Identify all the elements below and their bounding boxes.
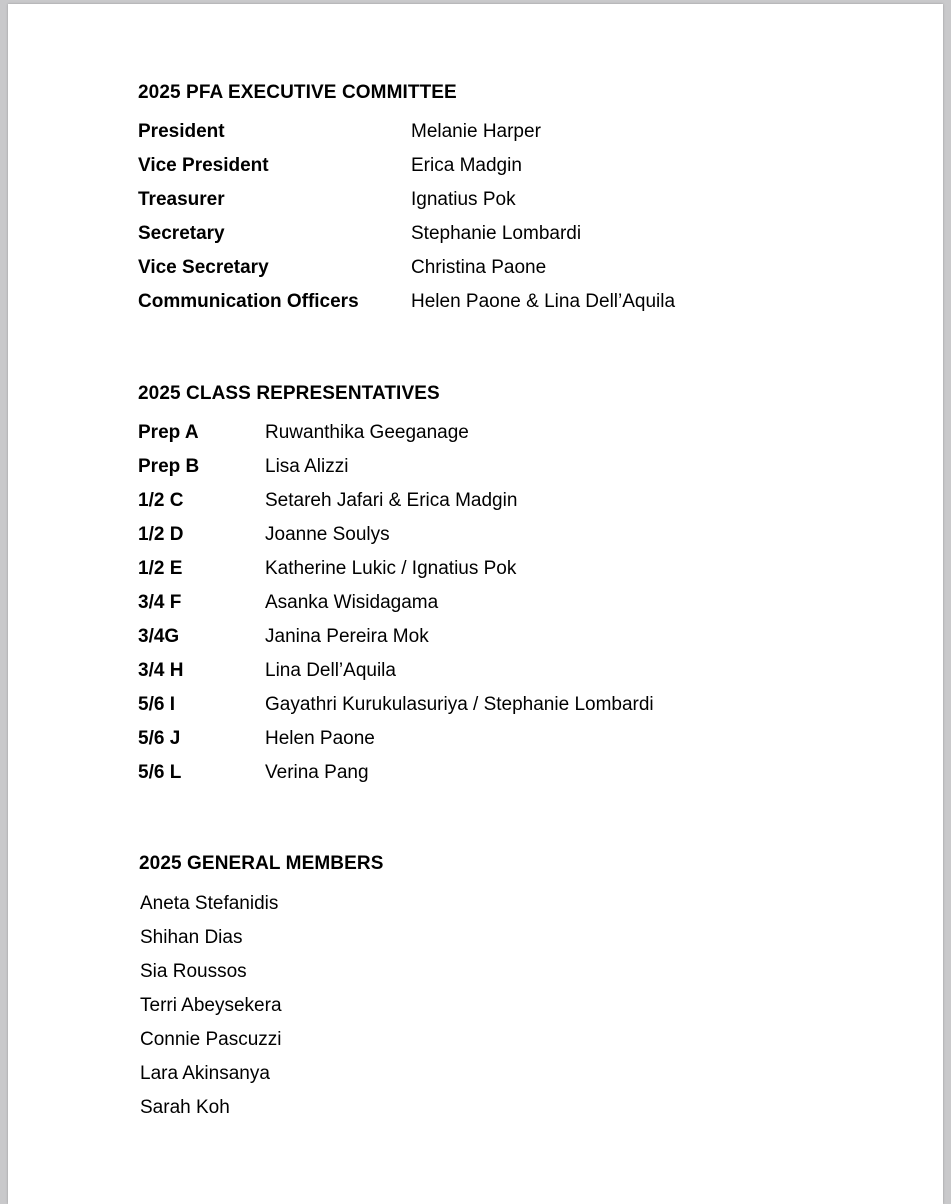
executive-role: Vice Secretary — [138, 257, 269, 278]
general-member: Shihan Dias — [140, 927, 243, 948]
executive-role: Communication Officers — [138, 291, 359, 312]
class-rep-name: Lina Dell’Aquila — [265, 660, 396, 681]
class-rep-row — [138, 518, 654, 552]
class-rep-row — [138, 484, 654, 518]
executive-row — [138, 149, 675, 183]
class-rep-name: Verina Pang — [265, 762, 369, 783]
executive-row — [138, 115, 675, 149]
class-label: 1/2 D — [138, 524, 184, 545]
class-rep-row — [138, 416, 654, 450]
executive-name: Erica Madgin — [411, 155, 522, 176]
class-rep-name: Asanka Wisidagama — [265, 592, 439, 613]
class-rep-name: Katherine Lukic / Ignatius Pok — [265, 558, 517, 579]
general-member: Connie Pascuzzi — [140, 1029, 282, 1050]
general-members-heading: 2025 GENERAL MEMBERS — [139, 853, 384, 874]
executive-role: Treasurer — [138, 189, 225, 210]
class-rep-row — [138, 654, 654, 688]
class-label: 5/6 I — [138, 694, 175, 715]
class-label: 3/4 H — [138, 660, 184, 681]
general-member: Sia Roussos — [140, 961, 247, 982]
class-label: Prep B — [138, 456, 200, 477]
general-member: Terri Abeysekera — [140, 995, 282, 1016]
executive-name: Stephanie Lombardi — [411, 223, 582, 244]
class-label: 3/4 F — [138, 592, 182, 613]
class-rep-name: Ruwanthika Geeganage — [265, 422, 469, 443]
class-rep-name: Joanne Soulys — [265, 524, 390, 545]
executive-role: President — [138, 121, 225, 142]
class-representatives-heading: 2025 CLASS REPRESENTATIVES — [138, 383, 440, 404]
class-rep-name: Gayathri Kurukulasuriya / Stephanie Lombardi — [265, 694, 654, 715]
class-rep-row — [138, 756, 654, 790]
class-rep-row — [138, 586, 654, 620]
general-member: Sarah Koh — [140, 1097, 230, 1118]
executive-name: Melanie Harper — [411, 121, 541, 142]
class-rep-name: Helen Paone — [265, 728, 375, 749]
class-rep-name: Janina Pereira Mok — [265, 626, 429, 647]
executive-row — [138, 251, 675, 285]
executive-committee-heading: 2025 PFA EXECUTIVE COMMITTEE — [138, 82, 457, 103]
executive-row — [138, 217, 675, 251]
executive-row — [138, 285, 675, 319]
class-rep-row — [138, 722, 654, 756]
class-rep-name: Setareh Jafari & Erica Madgin — [265, 490, 518, 511]
class-rep-name: Lisa Alizzi — [265, 456, 349, 477]
document-page — [8, 4, 943, 1204]
executive-role: Secretary — [138, 223, 225, 244]
class-rep-row — [138, 620, 654, 654]
general-member: Aneta Stefanidis — [140, 893, 279, 914]
executive-committee-list — [138, 115, 675, 319]
class-rep-row — [138, 450, 654, 484]
class-label: 1/2 E — [138, 558, 183, 579]
executive-name: Helen Paone & Lina Dell’Aquila — [411, 291, 676, 312]
class-label: 3/4G — [138, 626, 180, 647]
general-members-list — [140, 887, 282, 1125]
class-representatives-list — [138, 416, 654, 790]
class-label: 5/6 L — [138, 762, 182, 783]
class-label: 5/6 J — [138, 728, 181, 749]
executive-name: Christina Paone — [411, 257, 547, 278]
class-label: Prep A — [138, 422, 199, 443]
class-rep-row — [138, 688, 654, 722]
general-member: Lara Akinsanya — [140, 1063, 270, 1084]
class-rep-row — [138, 552, 654, 586]
class-label: 1/2 C — [138, 490, 184, 511]
executive-row — [138, 183, 675, 217]
executive-name: Ignatius Pok — [411, 189, 516, 210]
executive-role: Vice President — [138, 155, 269, 176]
